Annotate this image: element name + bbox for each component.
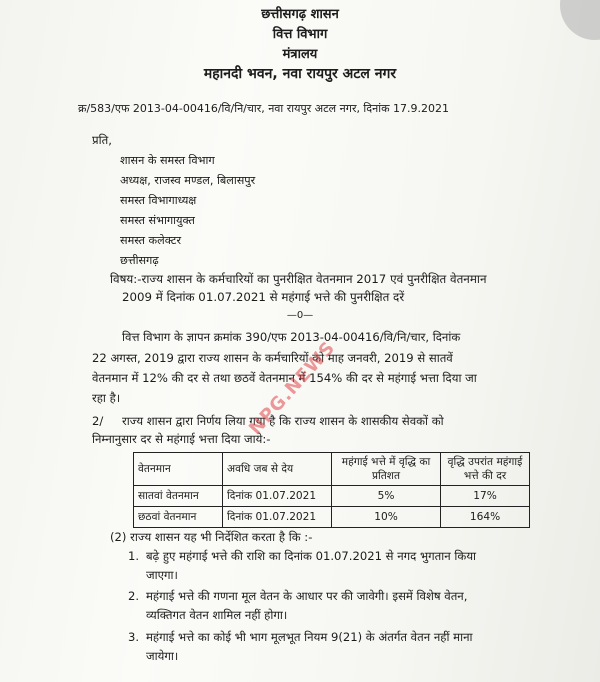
addressee: समस्त विभागाध्यक्ष [120,194,197,207]
separator: —0— [286,310,314,321]
table-cell: छठवां वेतनमान [134,507,223,528]
list-number: 1. [128,549,140,563]
addressee: शासन के समस्त विभाग [120,154,215,167]
paragraph-line: वित्त विभाग के ज्ञापन क्रमांक 390/एफ 2013-04-00416/वि/नि/चार, दिनांक [122,330,461,344]
table-cell: 164% [441,507,530,528]
paragraph-line: 22 अगस्त, 2019 द्वारा राज्य शासन के कर्मचारियों को माह जनवरी, 2019 से सातवें [92,351,453,365]
addressee: समस्त कलेक्टर [120,234,182,247]
addressee: अध्यक्ष, राजस्व मण्डल, बिलासपुर [120,174,256,187]
list-number: 3. [128,630,140,644]
table-cell: 17% [441,486,530,507]
table-cell: दिनांक 01.07.2021 [223,486,332,507]
list-item-line: जाएगा। [146,568,178,582]
table-cell: सातवां वेतनमान [134,486,223,507]
header-state: छत्तीसगढ़ शासन [261,7,339,22]
table-row [134,486,530,507]
header-department: वित्त विभाग [272,27,328,42]
paragraph-line: रहा है। [92,391,121,405]
list-item-line: महंगाई भत्ते की गणना मूल वेतन के आधार पर की जावेगी। इसमें विशेष वेतन, [146,589,468,603]
paragraph-line: वेतनमान में 12% की दर से तथा छठवें वेतनमान में 154% की दर से महंगाई भत्ता दिया जा [92,371,477,385]
addressee: समस्त संभागायुक्त [120,214,195,227]
table-header-cell: महंगाई भत्ते में वृद्धि का प्रतिशत [332,453,441,486]
list-item-line: जायेगा। [146,649,179,663]
paragraph-number: 2/ [92,414,104,428]
subject-line: 2009 में दिनांक 01.07.2021 से महंगाई भत्ते की पुनरीक्षित दरें [122,290,405,304]
table-cell: 10% [332,507,441,528]
table-header-cell: वेतनमान [134,453,223,486]
table-header-cell: वृद्धि उपरांत महंगाई भत्ते की दर [441,453,530,486]
list-item-line: महंगाई भत्ते का कोई भी भाग मूलभूत नियम 9(21) के अंतर्गत वेतन नहीं माना [146,630,473,644]
subject-line: विषय:-राज्य शासन के कर्मचारियों का पुनरीक्षित वेतनमान 2017 एवं पुनरीक्षित वेतनमान [110,272,487,286]
salutation: प्रति, [92,133,112,147]
list-item-line: बढ़े हुए महंगाई भत्ते की राशि का दिनांक 01.07.2021 से नगद भुगतान किया [146,549,477,563]
table-cell: 5% [332,486,441,507]
paragraph-line: राज्य शासन द्वारा निर्णय लिया गया है कि राज्य शासन के शासकीय सेवकों को [122,414,444,428]
addressee: छत्तीसगढ़ [120,254,159,267]
directive-intro: (2) राज्य शासन यह भी निर्देशित करता है कि :- [110,530,313,544]
list-item-line: व्यक्तिगत वेतन शामिल नहीं होगा। [146,608,288,622]
header-address: महानदी भवन, नवा रायपुर अटल नगर [203,66,397,82]
table-row [134,507,530,528]
table-header-row [134,453,530,486]
reference-number: क्र/583/एफ 2013-04-00416/वि/नि/चार, नवा रायपुर अटल नगर, दिनांक 17.9.2021 [78,102,450,115]
paragraph-line: निम्नानुसार दर से महंगाई भत्ता दिया जाये:- [92,432,271,446]
watermark: NPG.NEWS [245,337,340,440]
list-number: 2. [128,589,140,603]
da-rate-table [133,452,530,528]
table-header-cell: अवधि जब से देय [223,453,332,486]
table-cell: दिनांक 01.07.2021 [223,507,332,528]
header-ministry: मंत्रालय [282,47,318,62]
